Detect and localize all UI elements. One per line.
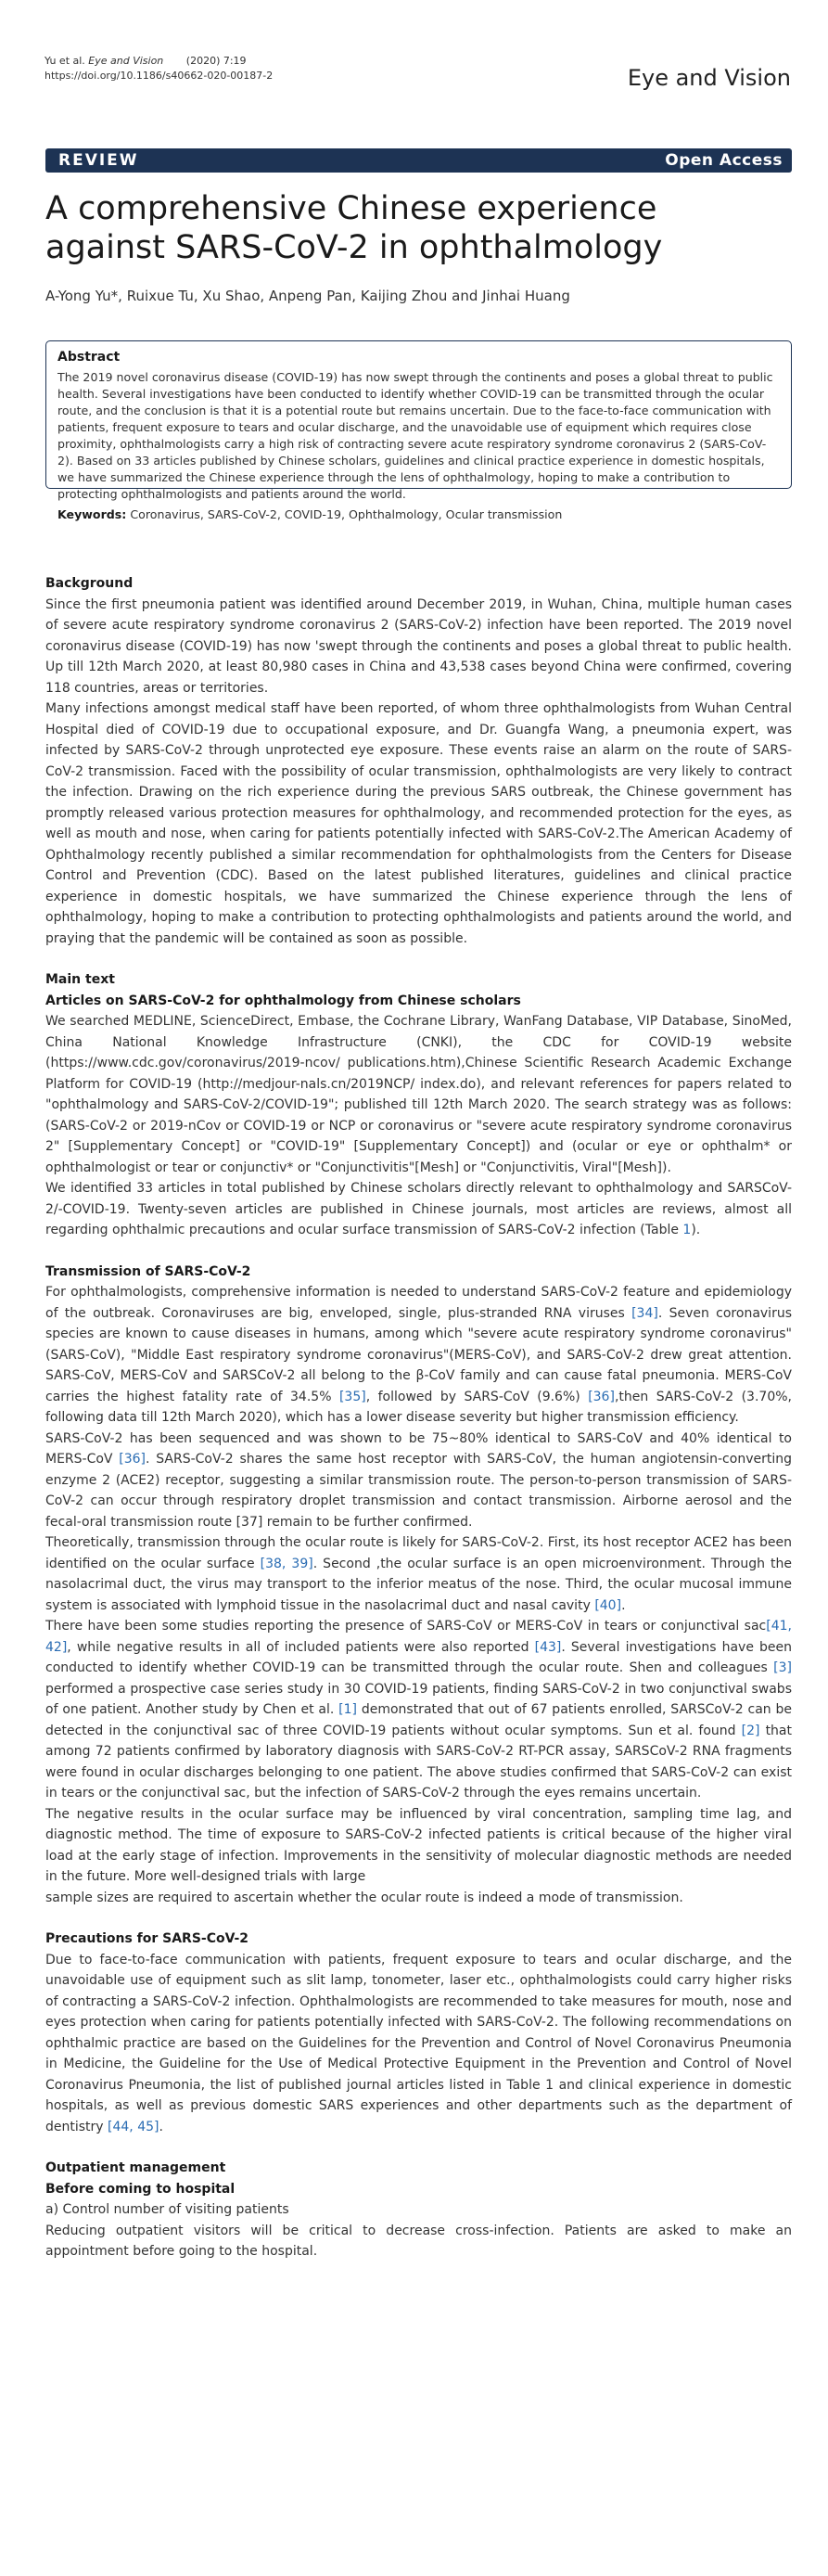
citation-link[interactable]: [40] [594, 1597, 622, 1613]
article-title: A comprehensive Chinese experience against SARS-CoV-2 in ophthalmology [45, 190, 663, 266]
body-paragraph: There have been some studies reporting the presence of SARS-CoV or MERS-CoV in tears or conjunctival sac[41, 42], while negative results in all of included patients were also reported [43]. Several investigations have been conducted to identify whether COVID-19 can be transmitted through the ocular route. Shen and colleagues [3] performed a prospective case series study in 30 COVID-19 patients, finding SARS-CoV-2 in two conjunctival swabs of one patient. Another study by Chen et al. [1] demonstrated that out of 67 patients enrolled, SARSCoV-2 can be detected in the conjunctival sac of three COVID-19 patients without ocular symptoms. Sun et al. found [2] that among 72 patients confirmed by laboratory diagnosis with SARS-CoV-2 RT-PCR assay, SARSCoV-2 RNA fragments were found in ocular discharges belonging to one patient. The above studies confirmed that SARS-CoV-2 can exist in tears or the conjunctival sac, but the infection of SARS-CoV-2 through the eyes remains uncertain. [45, 1619, 793, 1801]
keywords-label: Keywords: [57, 507, 127, 521]
article-type-banner [45, 148, 792, 173]
body-paragraph: SARS-CoV-2 has been sequenced and was shown to be 75~80% identical to SARS-CoV and 40% identical to MERS-CoV [36]. SARS-CoV-2 shares the same host receptor with SARS-CoV, the human angiotensin-converting enzyme 2 (ACE2) receptor, suggesting a similar transmission route. The person-to-person transmission of SARS-CoV-2 can occur through respiratory droplet transmission and contact transmission. Airborne aerosol and the fecal-oral transmission route [37] remain to be further confirmed. [45, 1430, 792, 1530]
citation-volume: (2020) 7:19 [185, 55, 247, 67]
background-paragraph: Many infections amongst medical staff have been reported, of whom three ophthalmologists from Wuhan Central Hospital died of COVID-19 due to occupational exposure, and Dr. Guangfa Wang, a pneumonia expert, was infected by SARS-CoV-2 through unprotected eye exposure. These events raise an alarm on the route of SARS-CoV-2 transmission. Faced with the possibility of ocular transmission, ophthalmologists are very likely to contract the infection. Drawing on the rich experience during the previous SARS outbreak, the Chinese government has promptly released various protection measures for ophthalmology, and recommended protection for the eyes, as well as mouth and nose, when caring for patients potentially infected with SARS-CoV-2.The American Academy of Ophthalmology recently published a similar recommendation for ophthalmologists from the Centers for Disease Control and Prevention (CDC). Based on the latest published literatures, guidelines and clinical practice experience in domestic hospitals, we have summarized the Chinese experience through the lens of ophthalmology, hoping to make a contribution to protecting ophthalmologists and patients around the world, and praying that the pandemic will be contained as soon as possible. [45, 701, 792, 946]
precautions-heading: Precautions for SARS-CoV-2 [45, 1931, 248, 1946]
citation-authors: Yu et al. [45, 55, 85, 67]
before-hospital-heading: Before coming to hospital [45, 2181, 236, 2197]
journal-logo: Eye and Vision [627, 65, 791, 91]
transmission-heading: Transmission of SARS-CoV-2 [45, 1263, 251, 1279]
citation-link[interactable]: [3] [773, 1660, 792, 1675]
citation-link[interactable]: [2] [741, 1723, 760, 1738]
open-access-label: Open Access [665, 151, 783, 170]
body-paragraph: We searched MEDLINE, ScienceDirect, Embase, the Cochrane Library, WanFang Database, VIP Database, SinoMed, China National Knowledge Infrastructure (CNKI), the CDC for COVID-19 website (https://www.cdc.gov/coronavirus/2019-ncov/ publications.htm),Chinese Scientific Research Academic Exchange Platform for COVID-19 (http://medjour-nals.cn/2019NCP/ index.do), and relevant references for papers related to "ophthalmology and SARS-CoV-2/COVID-19"; published till 12th March 2020. The search strategy was as follows: (SARS-CoV-2 or 2019-nCov or COVID-19 or NCP or coronavirus or "severe acute respiratory syndrome coronavirus 2" [Supplementary Concept] or "COVID-19" [Supplementary Concept]) and (ocular or eye or ophthalm* or ophthalmologist or tear or conjunctiv* or "Conjunctivitis"[Mesh] or "Conjunctivitis, Viral"[Mesh]). [45, 1014, 792, 1175]
body-paragraph: sample sizes are required to ascertain whether the ocular route is indeed a mode of transmission. [45, 1890, 683, 1905]
articles-subheading: Articles on SARS-CoV-2 for ophthalmology from Chinese scholars [45, 993, 521, 1008]
citation-link[interactable]: [36] [588, 1389, 615, 1404]
citation-block [45, 54, 273, 83]
article-type-label: REVIEW [58, 151, 139, 170]
citation-journal: Eye and Vision [88, 55, 164, 67]
background-heading: Background [45, 576, 134, 591]
body-paragraph: For ophthalmologists, comprehensive information is needed to understand SARS-CoV-2 feature and epidemiology of the outbreak. Coronaviruses are big, enveloped, single, plus-stranded RNA viruses [34]. Seven coronavirus species are known to cause diseases in humans, among which "severe acute respiratory syndrome coronavirus"(SARS-CoV), "Middle East respiratory syndrome coronavirus"(MERS-CoV), and SARS-CoV-2 drew great attention. SARS-CoV, MERS-CoV and SARSCoV-2 all belong to the β-CoV family and can cause fatal pneumonia. MERS-CoV carries the highest fatality rate of 34.5% [35], followed by SARS-CoV (9.6%) [36],then SARS-CoV-2 (3.70%, following data till 12th March 2020), which has a lower disease severity but higher transmission efficiency. [45, 1285, 792, 1425]
citation-link[interactable]: [36] [119, 1452, 146, 1467]
body-paragraph: The negative results in the ocular surface may be influenced by viral concentration, sampling time lag, and diagnostic method. The time of exposure to SARS-CoV-2 infected patients is critical because of the higher viral load at the early stage of infection. Improvements in the sensitivity of molecular diagnostic methods are needed in the future. More well-designed trials with large [45, 1806, 792, 1884]
citation-link[interactable]: [35] [338, 1389, 366, 1404]
citation-link[interactable]: [43] [534, 1639, 562, 1655]
citation-link[interactable]: [44, 45] [108, 2119, 159, 2134]
body-paragraph: Theoretically, transmission through the ocular route is likely for SARS-CoV-2. First, its host receptor ACE2 has been identified on the ocular surface [38, 39]. Second ,the ocular surface is an open microenvironment. Through the nasolacrimal duct, the virus may transport to the inferior meatus of the nose. Third, the ocular mucosal immune system is associated with lymphoid tissue in the nasolacrimal duct and nasal cavity [40]. [45, 1535, 793, 1613]
main-text-heading: Main text [45, 972, 115, 987]
outpatient-heading: Outpatient management [45, 2160, 226, 2175]
citation-link[interactable]: [34] [631, 1305, 658, 1321]
list-item-label: a) Control number of visiting patients [45, 2202, 289, 2217]
article-body [45, 573, 792, 2262]
abstract-heading: Abstract [57, 350, 121, 365]
abstract-text: The 2019 novel coronavirus disease (COVID-19) has now swept through the continents and poses a global threat to public health. Several investigations have been conducted to identify whether COVID-19 can be transmitted through the ocular route, and the conclusion is that it is a potential route but remains uncertain. Due to the face-to-face communication with patients, frequent exposure to tears and ocular discharge, and the unavoidable use of equipment which requires close proximity, ophthalmologists carry a high risk of contracting severe acute respiratory syndrome coronavirus 2 (SARS-CoV-2). Based on 33 articles published by Chinese scholars, guidelines and clinical practice experience in domestic hospitals, we have summarized the Chinese experience through the lens of ophthalmology, hoping to make a contribution to protecting ophthalmologists and patients around the world. [57, 370, 773, 501]
body-paragraph: We identified 33 articles in total published by Chinese scholars directly relevant to ophthalmology and SARSCoV-2/-COVID-19. Twenty-seven articles are published in Chinese journals, most articles are reviews, almost all regarding ophthalmic precautions and ocular surface transmission of SARS-CoV-2 infection (Table 1). [45, 1181, 792, 1237]
doi-link[interactable]: https://doi.org/10.1186/s40662-020-00187-2 [45, 70, 274, 82]
body-paragraph: Reducing outpatient visitors will be critical to decrease cross-infection. Patients are asked to make an appointment before going to the hospital. [45, 2223, 792, 2259]
citation-link[interactable]: [38, 39] [260, 1556, 313, 1571]
citation-link[interactable]: [1] [338, 1702, 357, 1717]
keywords [57, 506, 780, 523]
background-paragraph: Since the first pneumonia patient was identified around December 2019, in Wuhan, China, multiple human cases of severe acute respiratory syndrome coronavirus 2 (SARS-CoV-2) infection have been reported. The 2019 novel coronavirus disease (COVID-19) has now 'swept through the continents and poses a global threat to public health. Up till 12th March 2020, at least 80,980 cases in China and 43,538 cases beyond China were confirmed, covering 118 countries, areas or territories. [45, 596, 792, 696]
author-list: A-Yong Yu*, Ruixue Tu, Xu Shao, Anpeng Pan, Kaijing Zhou and Jinhai Huang [45, 288, 570, 304]
body-paragraph: Due to face-to-face communication with patients, frequent exposure to tears and ocular discharge, and the unavoidable use of equipment such as slit lamp, tonometer, laser etc., ophthalmologists could carry higher risks of contracting a SARS-CoV-2 infection. Ophthalmologists are recommended to take measures for mouth, nose and eyes protection when caring for patients potentially infected with SARS-CoV-2. The following recommendations on ophthalmic practice are based on the Guidelines for the Prevention and Control of Novel Coronavirus Pneumonia in Medicine, the Guideline for the Use of Medical Protective Equipment in the Prevention and Control of Novel Coronavirus Pneumonia, the list of published journal articles listed in Table 1 and clinical experience in domestic hospitals, as well as previous domestic SARS experiences and other departments such as the department of dentistry [44, 45]. [45, 1952, 792, 2134]
keywords-text: Coronavirus, SARS-CoV-2, COVID-19, Ophthalmology, Ocular transmission [130, 507, 563, 521]
abstract-box [45, 340, 792, 521]
table-link[interactable]: 1 [682, 1223, 692, 1237]
citation-link[interactable]: [41, 42] [45, 1619, 792, 1655]
